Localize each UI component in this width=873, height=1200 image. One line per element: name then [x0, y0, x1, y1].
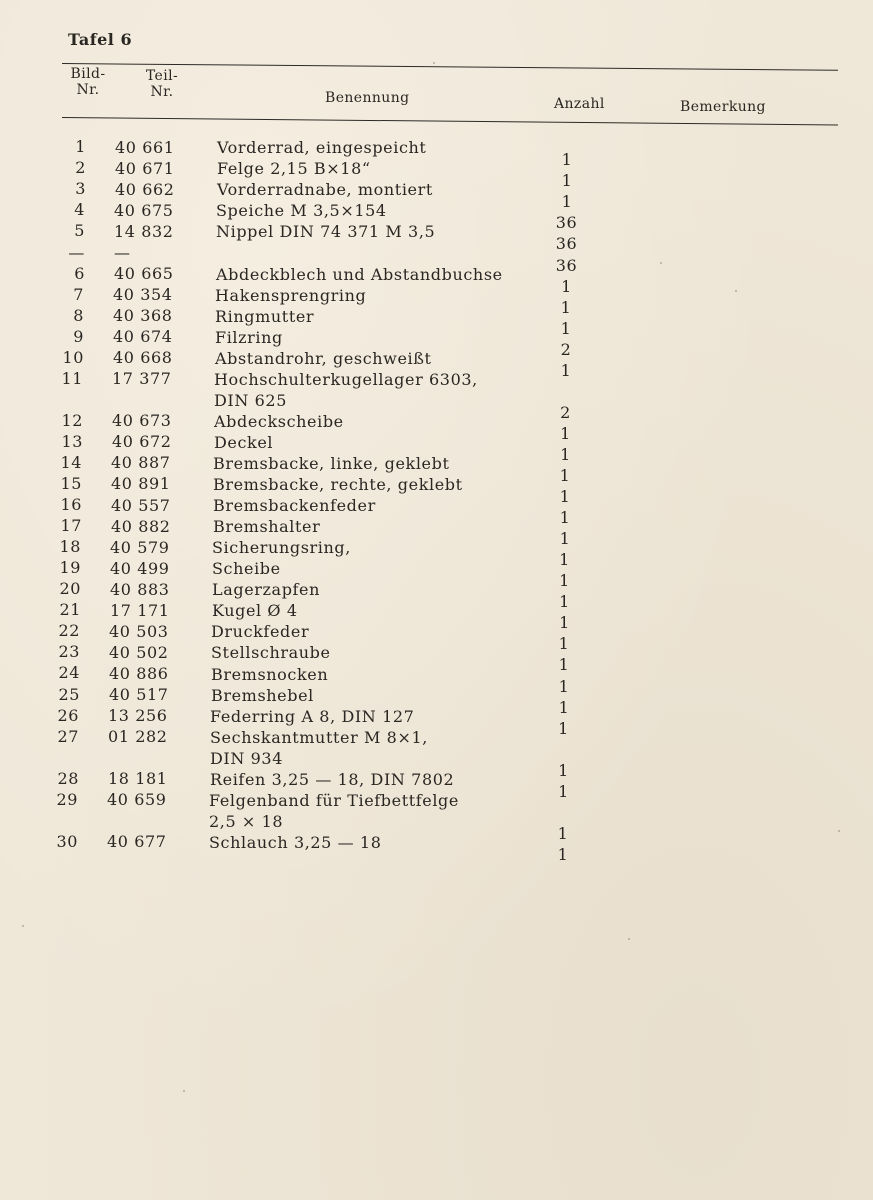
- table-row: [0, 369, 873, 389]
- teil-nr-cell: 40 675: [114, 200, 174, 220]
- teil-nr-cell: 40 674: [113, 327, 173, 347]
- teil-nr-cell: 40 883: [110, 579, 170, 599]
- bild-nr-cell: 6: [74, 263, 85, 283]
- benennung-cell: Federring A 8, DIN 127: [210, 706, 415, 726]
- anzahl-cell: 36: [555, 213, 578, 233]
- benennung-cell: Kugel Ø 4: [212, 601, 298, 621]
- teil-nr-cell: 40 368: [113, 306, 173, 326]
- teil-nr-cell: 40 557: [111, 495, 171, 515]
- benennung-cell: Scheibe: [212, 559, 281, 579]
- bild-nr-cell: 5: [74, 221, 85, 241]
- bild-nr-cell: —: [68, 242, 85, 262]
- benennung-cell: Bremsbackenfeder: [213, 496, 376, 516]
- anzahl-cell: 1: [559, 613, 570, 633]
- benennung-cell: 2,5 × 18: [209, 811, 284, 831]
- benennung-cell: Nippel DIN 74 371 M 3,5: [216, 222, 436, 242]
- teil-nr-cell: 40 671: [115, 158, 175, 178]
- bild-nr-cell: 8: [73, 305, 84, 325]
- benennung-cell: Ringmutter: [215, 306, 315, 326]
- bild-nr-cell: 17: [60, 516, 82, 536]
- anzahl-cell: 1: [561, 150, 573, 170]
- bild-nr-cell: 27: [57, 726, 79, 746]
- bild-nr-cell: 29: [56, 789, 78, 809]
- col-header-anzahl: Anzahl: [554, 96, 605, 112]
- bild-nr-cell: 1: [75, 137, 86, 157]
- benennung-cell: Druckfeder: [211, 622, 310, 642]
- anzahl-cell: 1: [560, 297, 572, 317]
- paper-speck: [660, 262, 662, 264]
- bild-nr-cell: 13: [61, 431, 83, 451]
- anzahl-cell: 1: [561, 276, 572, 296]
- anzahl-cell: 36: [555, 255, 578, 275]
- bild-nr-cell: 25: [58, 684, 80, 704]
- teil-nr-cell: —: [114, 242, 131, 262]
- paper-speck: [183, 1090, 185, 1092]
- benennung-cell: Bremsbacke, rechte, geklebt: [213, 475, 463, 495]
- benennung-cell: Bremshalter: [213, 517, 321, 537]
- teil-nr-cell: 40 662: [115, 179, 175, 199]
- bild-nr-cell: 26: [57, 705, 79, 725]
- teil-nr-cell: 40 503: [109, 621, 169, 641]
- benennung-cell: Felgenband für Tiefbettfelge: [209, 790, 459, 810]
- paper-speck: [22, 925, 24, 927]
- bild-nr-cell: 14: [60, 453, 82, 472]
- anzahl-cell: 1: [559, 571, 570, 591]
- benennung-cell: Filzring: [215, 327, 283, 347]
- teil-nr-cell: 40 672: [112, 432, 172, 452]
- col-header-benennung: Benennung: [325, 90, 410, 106]
- col-header-bild: Bild- Nr.: [70, 66, 106, 98]
- teil-nr-cell: 40 668: [113, 348, 173, 368]
- benennung-cell: Hakensprengring: [215, 285, 367, 305]
- anzahl-cell: 1: [558, 697, 570, 717]
- benennung-cell: Bremsnocken: [211, 664, 329, 684]
- table-row: [0, 726, 873, 746]
- teil-nr-cell: 13 256: [108, 705, 168, 725]
- teil-nr-cell: 17 171: [110, 600, 170, 620]
- bild-nr-cell: 21: [59, 600, 81, 620]
- teil-nr-cell: 17 377: [112, 369, 172, 389]
- anzahl-cell: 1: [560, 360, 572, 380]
- bild-nr-cell: 24: [58, 663, 80, 683]
- teil-nr-cell: 40 887: [111, 453, 171, 473]
- teil-nr-cell: 40 886: [109, 663, 169, 683]
- col-header-teil: Teil- Nr.: [145, 68, 179, 100]
- anzahl-cell: 1: [560, 423, 571, 443]
- benennung-cell: DIN 934: [210, 748, 283, 768]
- bild-nr-cell: 10: [62, 347, 84, 367]
- benennung-cell: Abdeckblech und Abstandbuchse: [216, 264, 503, 284]
- anzahl-cell: 1: [558, 718, 569, 738]
- anzahl-cell: 1: [558, 781, 569, 801]
- benennung-cell: Sicherungsring,: [212, 538, 351, 558]
- teil-nr-cell: 40 677: [107, 832, 167, 852]
- anzahl-cell: 1: [559, 508, 571, 528]
- paper-speck: [735, 290, 737, 292]
- bild-nr-cell: 12: [61, 410, 83, 430]
- anzahl-cell: 1: [561, 171, 573, 191]
- bild-nr-cell: 20: [59, 579, 81, 599]
- benennung-cell: Vorderradnabe, montiert: [217, 180, 433, 200]
- anzahl-cell: 1: [559, 550, 570, 570]
- anzahl-cell: 1: [559, 529, 571, 549]
- teil-nr-cell: 40 659: [107, 790, 167, 810]
- teil-nr-cell: 18 181: [108, 769, 168, 789]
- benennung-cell: Stellschraube: [211, 643, 331, 663]
- benennung-cell: DIN 625: [214, 390, 287, 410]
- paper-speck: [433, 62, 435, 64]
- benennung-cell: Schlauch 3,25 — 18: [209, 832, 382, 852]
- anzahl-cell: 1: [560, 444, 571, 464]
- bild-nr-cell: 16: [60, 495, 82, 515]
- teil-nr-cell: 40 502: [109, 642, 169, 662]
- bild-nr-cell: 18: [59, 537, 81, 557]
- bild-nr-cell: 4: [74, 200, 85, 220]
- teil-nr-cell: 40 673: [112, 411, 172, 431]
- bild-nr-cell: 19: [59, 558, 81, 578]
- teil-nr-cell: 01 282: [108, 727, 168, 747]
- anzahl-cell: 1: [559, 466, 571, 486]
- teil-nr-cell: 40 579: [110, 537, 170, 557]
- teil-nr-cell: 14 832: [114, 221, 174, 241]
- benennung-cell: Sechskantmutter M 8×1,: [210, 727, 428, 747]
- benennung-cell: Bremshebel: [211, 685, 314, 705]
- col-header-bemerkung: Bemerkung: [680, 99, 766, 115]
- benennung-cell: Speiche M 3,5×154: [216, 201, 387, 221]
- bild-nr-cell: 7: [73, 284, 84, 304]
- bild-nr-cell: 15: [60, 474, 82, 494]
- bild-nr-cell: 22: [58, 621, 80, 641]
- benennung-cell: Bremsbacke, linke, geklebt: [213, 454, 450, 474]
- bild-nr-cell: 9: [73, 326, 84, 346]
- anzahl-cell: 2: [560, 339, 572, 359]
- anzahl-cell: 1: [557, 823, 569, 843]
- benennung-cell: Vorderrad, eingespeicht: [217, 138, 427, 158]
- bild-nr-cell: 30: [56, 831, 78, 851]
- teil-nr-cell: 40 891: [111, 474, 171, 494]
- table-row: [0, 790, 873, 810]
- anzahl-cell: 1: [558, 760, 569, 780]
- benennung-cell: Deckel: [214, 432, 274, 452]
- table-row: [0, 221, 873, 254]
- teil-nr-cell: 40 517: [109, 684, 169, 704]
- bild-nr-cell: 23: [58, 642, 80, 662]
- bild-nr-cell: 2: [75, 158, 86, 178]
- paper-speck: [838, 830, 840, 832]
- bild-nr-cell: 11: [61, 368, 83, 388]
- teil-nr-cell: 40 499: [110, 558, 170, 578]
- anzahl-cell: 1: [559, 487, 571, 507]
- teil-nr-cell: 40 882: [111, 516, 171, 536]
- anzahl-cell: 1: [559, 592, 570, 612]
- benennung-cell: Lagerzapfen: [212, 580, 321, 600]
- anzahl-cell: 1: [558, 676, 570, 696]
- benennung-cell: Abstandrohr, geschweißt: [215, 348, 432, 368]
- anzahl-cell: 1: [558, 655, 570, 675]
- teil-nr-cell: 40 354: [113, 285, 173, 305]
- benennung-cell: Hochschulterkugellager 6303,: [214, 369, 478, 389]
- teil-nr-cell: 40 661: [115, 137, 175, 157]
- teil-nr-cell: 40 665: [114, 263, 174, 283]
- anzahl-cell: 2: [560, 402, 571, 422]
- bild-nr-cell: 28: [57, 768, 79, 788]
- table-row: [0, 831, 873, 864]
- anzahl-cell: 1: [561, 192, 573, 212]
- benennung-cell: Reifen 3,25 — 18, DIN 7802: [210, 769, 455, 789]
- paper-speck: [628, 938, 630, 940]
- benennung-cell: Felge 2,15 B×18“: [217, 159, 371, 179]
- bild-nr-cell: 3: [75, 179, 86, 199]
- anzahl-cell: 1: [558, 634, 570, 654]
- benennung-cell: Abdeckscheibe: [214, 411, 344, 431]
- anzahl-cell: 36: [555, 234, 578, 254]
- anzahl-cell: 1: [557, 844, 569, 864]
- plate-title: Tafel 6: [68, 30, 133, 49]
- anzahl-cell: 1: [560, 318, 572, 338]
